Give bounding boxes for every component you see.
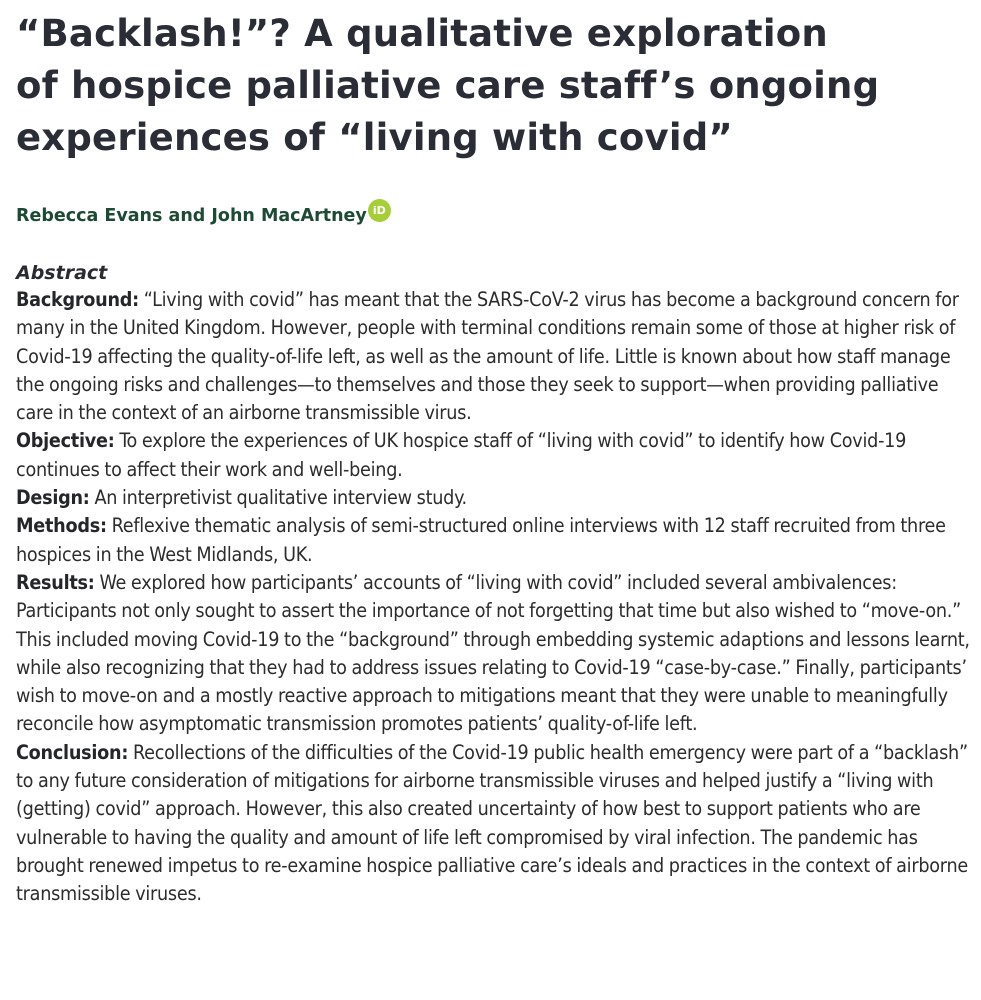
section-label: Methods: bbox=[16, 514, 107, 538]
section-label: Conclusion: bbox=[16, 740, 129, 764]
section-label: Objective: bbox=[16, 429, 115, 453]
title-line-2: of hospice palliative care staff’s ongoing bbox=[16, 64, 880, 107]
section-label: Design: bbox=[16, 486, 90, 510]
article-title bbox=[16, 0, 975, 164]
orcid-icon[interactable]: iD bbox=[368, 199, 391, 222]
section-label: Results: bbox=[16, 570, 95, 594]
abstract-heading: Abstract bbox=[16, 262, 108, 284]
author-names[interactable]: Rebecca Evans and John MacArtney bbox=[16, 206, 367, 226]
section-text: An interpretivist qualitative interview study. bbox=[89, 486, 467, 510]
abstract-section-results bbox=[16, 569, 975, 739]
title-line-3: experiences of “living with covid” bbox=[16, 116, 733, 159]
article-page bbox=[16, 0, 975, 909]
abstract-section-design bbox=[16, 484, 975, 512]
section-text: “Living with covid” has meant that the SARS-CoV-2 virus has become a background concern for many in the United Kingdom. However, people with terminal conditions remain some of those at higher risk of Covid-19 affecting the quality-of-life left, as well as the amount of life. Little is known about how staff manage the ongoing risks and challenges—to themselves and those they seek to support—when providing palliative care in the context of an airborne transmissible virus. bbox=[16, 288, 959, 425]
title-line-1: “Backlash!”? A qualitative exploration bbox=[16, 12, 828, 55]
abstract-section-conclusion bbox=[16, 739, 975, 909]
abstract-body bbox=[16, 286, 975, 909]
section-label: Background: bbox=[16, 288, 139, 311]
section-text: To explore the experiences of UK hospice staff of “living with covid” to identify how Covid-19 continues to affect their work and well-being. bbox=[16, 429, 907, 481]
abstract-section-background bbox=[16, 286, 975, 427]
abstract-section-objective bbox=[16, 427, 975, 484]
author-list bbox=[16, 202, 975, 230]
section-text: Reflexive thematic analysis of semi-structured online interviews with 12 staff recruited from three hospices in the West Midlands, UK. bbox=[16, 514, 946, 566]
abstract-section-methods bbox=[16, 512, 975, 569]
section-text: Recollections of the difficulties of the Covid-19 public health emergency were part of a “backlash” to any future consideration of mitigations for airborne transmissible viruses and helped justify a “living with (getting) covid” approach. However, this also created uncertainty of how best to support patients who are vulnerable to having the quality and amount of life left compromised by viral infection. The pandemic has brought renewed impetus to re-examine hospice palliative care’s ideals and practices in the context of airborne transmissible viruses. bbox=[16, 740, 968, 906]
section-text: We explored how participants’ accounts of “living with covid” included several ambivalences: Participants not only sought to assert the importance of not forgetting that time but also wished to “move-on.” This included moving Covid-19 to the “background” through embedding systemic adaptions and lessons learnt, while also recognizing that they had to address issues relating to Covid-19 “case-by-case.” Finally, participants’ wish to move-on and a mostly reactive approach to mitigations meant that they were unable to meaningfully reconcile how asymptomatic transmission promotes patients’ quality-of-life left. bbox=[16, 570, 970, 736]
